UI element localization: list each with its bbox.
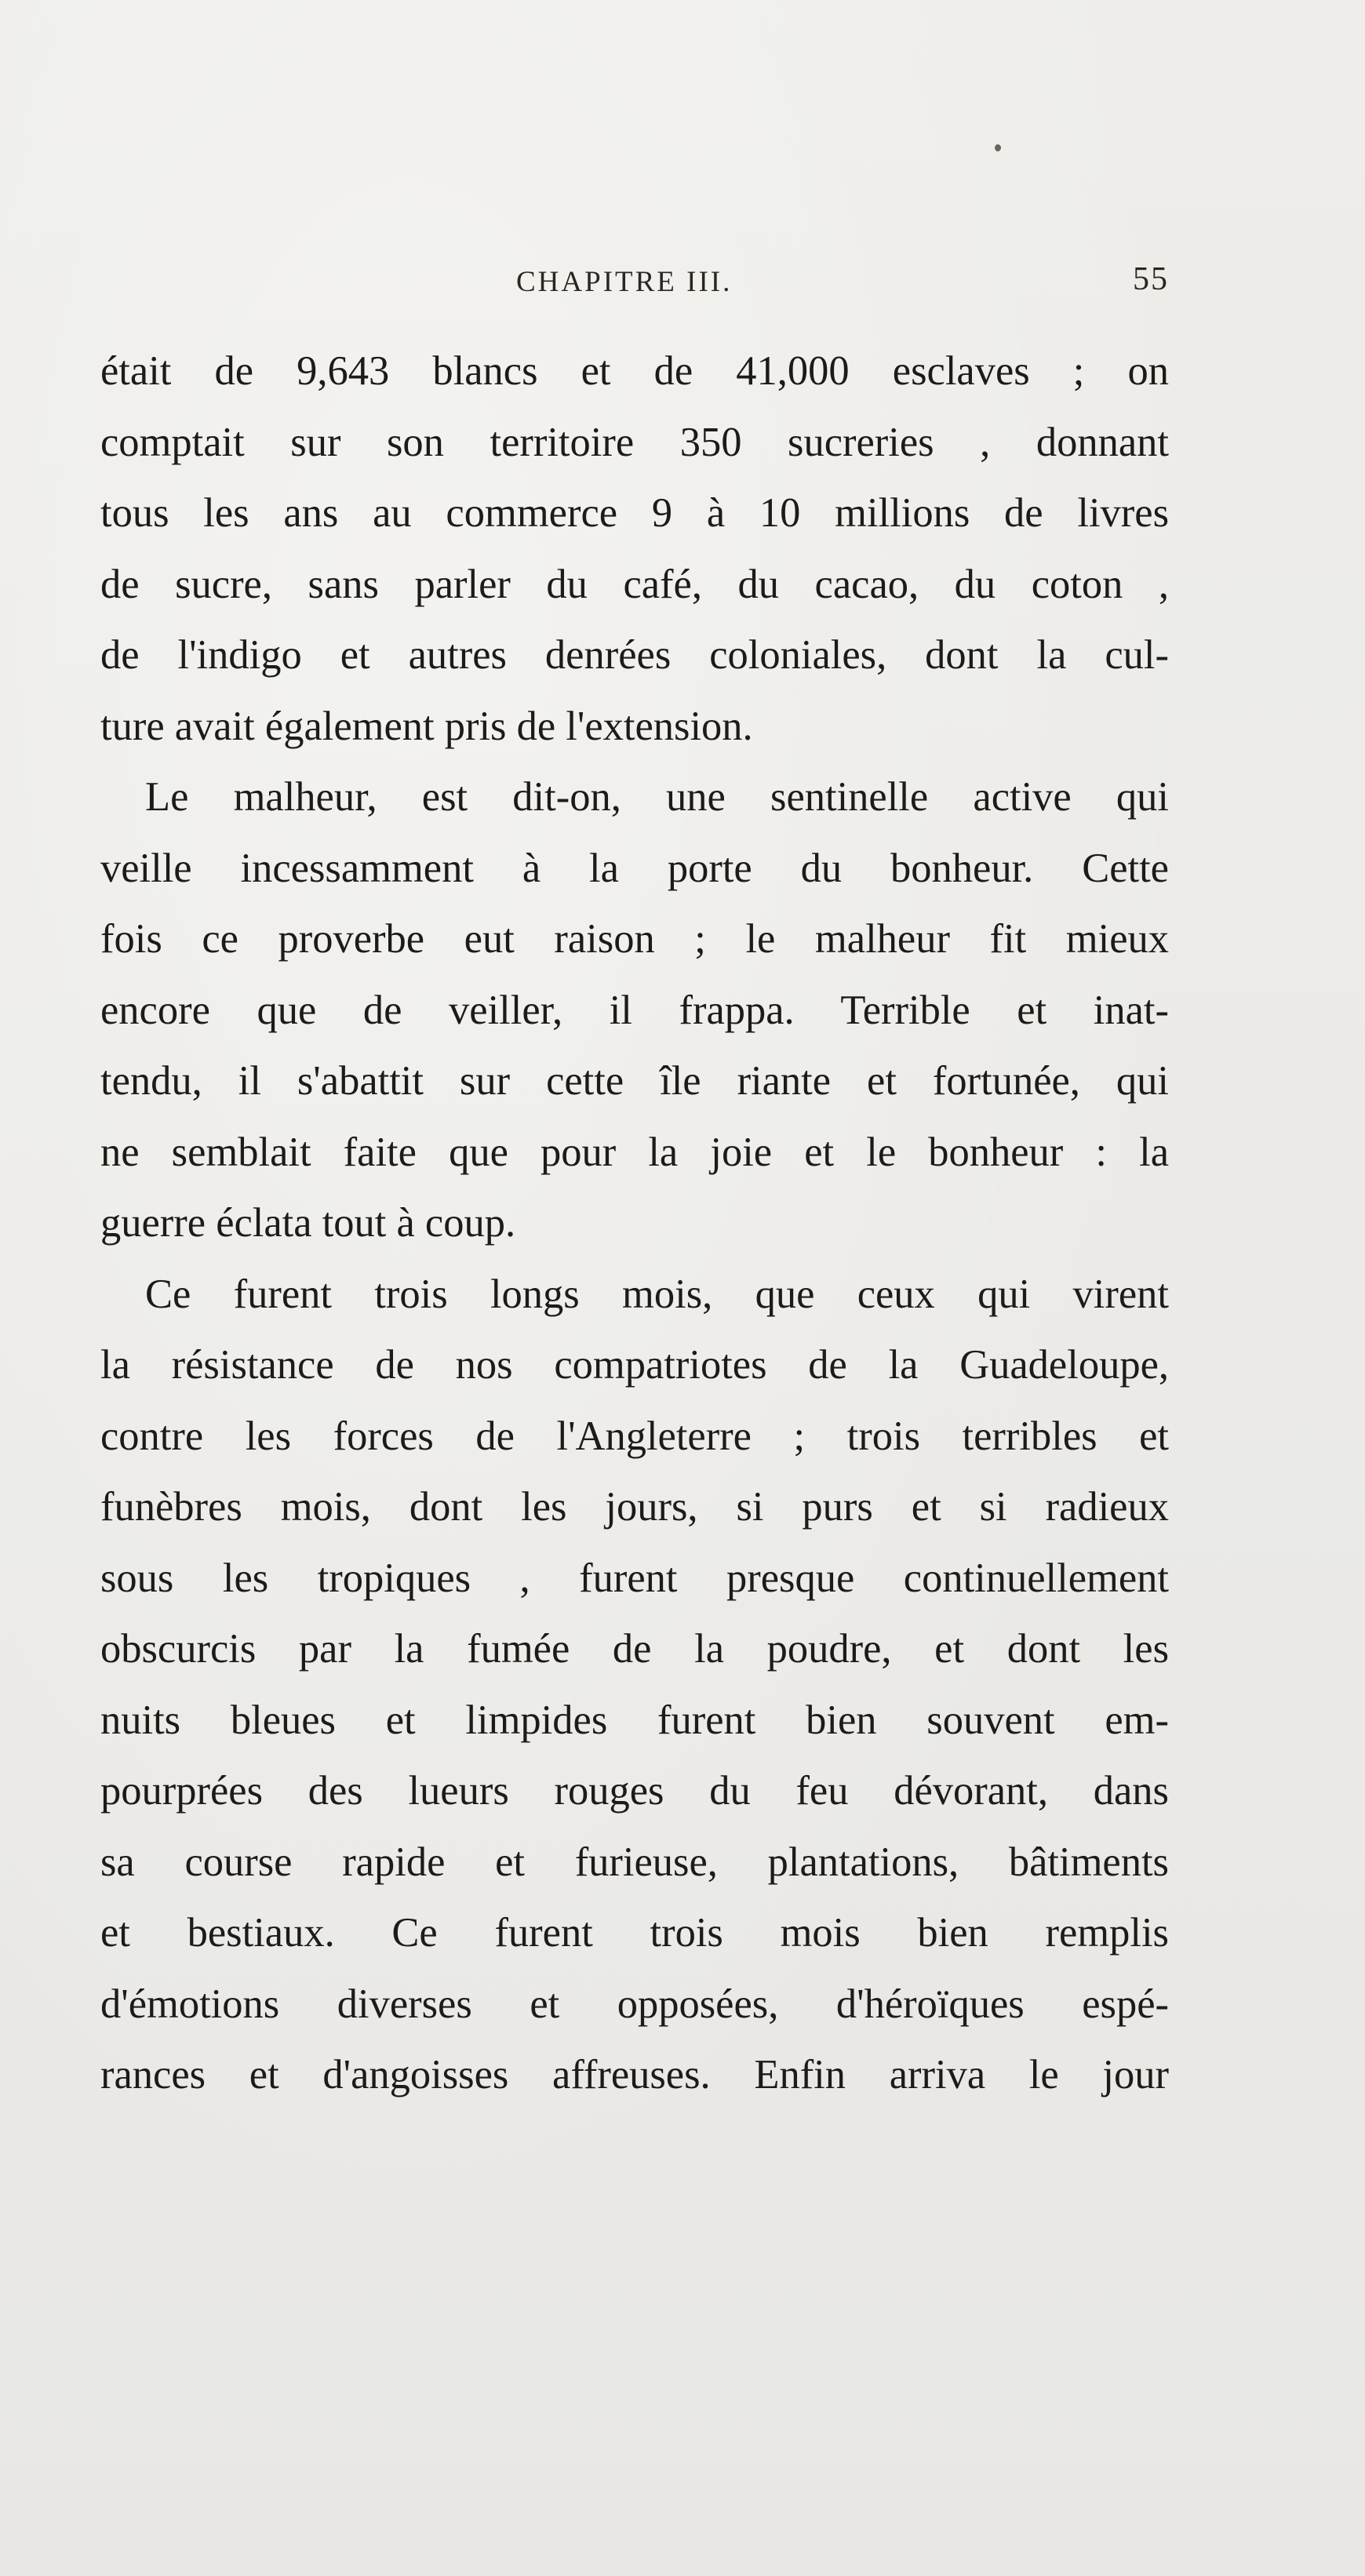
text-line: était de 9,643 blancs et de 41,000 esclaves ; on [100, 348, 1169, 394]
text-line: sa course rapide et furieuse, plantations, bâtiments [100, 1839, 1169, 1885]
text-line: de l'indigo et autres denrées coloniales, dont la cul- [100, 632, 1169, 678]
page-number: 55 [1133, 261, 1169, 297]
text-line: contre les forces de l'Angleterre ; trois terribles et [100, 1413, 1169, 1459]
text-line: tendu, il s'abattit sur cette île riante et fortunée, qui [100, 1058, 1169, 1104]
text-line: Le malheur, est dit-on, une sentinelle active qui [145, 774, 1169, 820]
body-text [100, 336, 1169, 2111]
text-line: guerre éclata tout à coup. [100, 1200, 516, 1246]
text-line: Ce furent trois longs mois, que ceux qui virent [145, 1271, 1169, 1317]
text-line: et bestiaux. Ce furent trois mois bien remplis [100, 1910, 1169, 1956]
text-line: funèbres mois, dont les jours, si purs et si radieux [100, 1484, 1169, 1530]
text-line: sous les tropiques , furent presque continuellement [100, 1555, 1169, 1601]
text-line: rances et d'angoisses affreuses. Enfin arriva le jour [100, 2052, 1169, 2098]
text-line: fois ce proverbe eut raison ; le malheur fit mieux [100, 916, 1169, 962]
running-head: CHAPITRE III. [516, 266, 733, 298]
text-line: la résistance de nos compatriotes de la Guadeloupe, [100, 1342, 1169, 1388]
text-line: de sucre, sans parler du café, du cacao, du coton , [100, 561, 1169, 607]
text-line: ture avait également pris de l'extension. [100, 703, 753, 749]
text-line: obscurcis par la fumée de la poudre, et dont les [100, 1626, 1169, 1672]
text-line: veille incessamment à la porte du bonheur. Cette [100, 845, 1169, 891]
text-line: pourprées des lueurs rouges du feu dévorant, dans [100, 1768, 1169, 1814]
text-line: tous les ans au commerce 9 à 10 millions de livres [100, 490, 1169, 536]
ink-speck [995, 144, 1001, 151]
text-line: d'émotions diverses et opposées, d'héroïques espé- [100, 1981, 1169, 2027]
text-line: nuits bleues et limpides furent bien souvent em- [100, 1697, 1169, 1743]
text-line: encore que de veiller, il frappa. Terrible et inat- [100, 987, 1169, 1033]
text-line: ne semblait faite que pour la joie et le bonheur : la [100, 1129, 1169, 1175]
page-header [100, 259, 1169, 306]
text-line: comptait sur son territoire 350 sucreries , donnant [100, 419, 1169, 465]
